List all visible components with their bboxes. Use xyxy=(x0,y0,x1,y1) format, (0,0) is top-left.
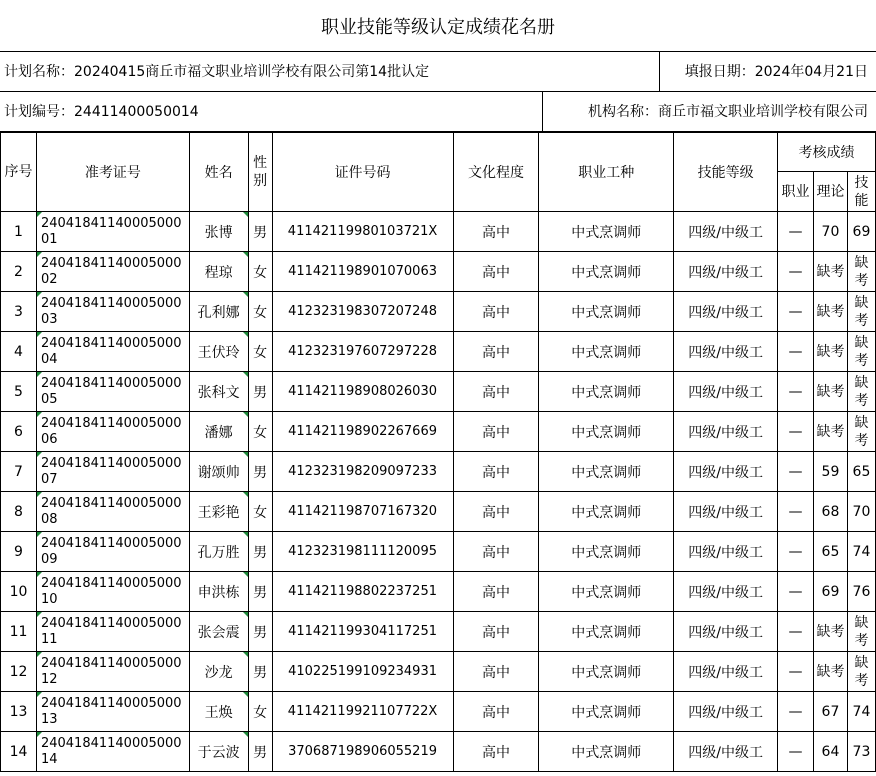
cell-job: 中式烹调师 xyxy=(539,332,674,372)
cell-skill-score: 65 xyxy=(847,452,875,492)
cell-theory-score: 65 xyxy=(813,532,847,572)
cell-id-number: 411421198902267669 xyxy=(272,412,453,452)
cell-education: 高中 xyxy=(453,492,539,532)
table-row xyxy=(1,612,876,652)
info-divider xyxy=(542,92,543,132)
cell-name: 潘娜 xyxy=(189,412,248,452)
header-skill: 技能 xyxy=(847,172,875,212)
cell-id-number: 41142119921107722X xyxy=(272,692,453,732)
cell-ticket: 2404184114000500001 xyxy=(36,212,189,252)
cell-level: 四级/中级工 xyxy=(674,652,778,692)
cell-job: 中式烹调师 xyxy=(539,732,674,772)
cell-job: 中式烹调师 xyxy=(539,452,674,492)
cell-seq: 3 xyxy=(1,292,37,332)
cell-id-number: 412323198209097233 xyxy=(272,452,453,492)
header-seq: 序号 xyxy=(1,133,37,212)
cell-professional-score: — xyxy=(778,732,814,772)
cell-ticket: 2404184114000500013 xyxy=(36,692,189,732)
table-row xyxy=(1,532,876,572)
plan-number: 计划编号：24411400050014 xyxy=(4,104,199,120)
cell-education: 高中 xyxy=(453,532,539,572)
cell-job: 中式烹调师 xyxy=(539,692,674,732)
table-row xyxy=(1,652,876,692)
cell-level: 四级/中级工 xyxy=(674,452,778,492)
cell-theory-score: 69 xyxy=(813,572,847,612)
cell-education: 高中 xyxy=(453,212,539,252)
table-row xyxy=(1,292,876,332)
cell-job: 中式烹调师 xyxy=(539,572,674,612)
cell-professional-score: — xyxy=(778,612,814,652)
cell-level: 四级/中级工 xyxy=(674,252,778,292)
cell-job: 中式烹调师 xyxy=(539,412,674,452)
cell-theory-score: 67 xyxy=(813,692,847,732)
cell-ticket: 2404184114000500007 xyxy=(36,452,189,492)
cell-gender: 男 xyxy=(248,452,272,492)
org-name: 机构名称：商丘市福文职业培训学校有限公司 xyxy=(588,104,868,120)
cell-theory-score: 缺考 xyxy=(813,292,847,332)
cell-theory-score: 59 xyxy=(813,452,847,492)
cell-gender: 男 xyxy=(248,532,272,572)
cell-theory-score: 缺考 xyxy=(813,612,847,652)
cell-skill-score: 69 xyxy=(847,212,875,252)
cell-gender: 男 xyxy=(248,732,272,772)
info-divider xyxy=(659,52,660,92)
cell-theory-score: 缺考 xyxy=(813,652,847,692)
cell-job: 中式烹调师 xyxy=(539,372,674,412)
cell-job: 中式烹调师 xyxy=(539,212,674,252)
cell-seq: 1 xyxy=(1,212,37,252)
cell-skill-score: 70 xyxy=(847,492,875,532)
cell-professional-score: — xyxy=(778,332,814,372)
cell-level: 四级/中级工 xyxy=(674,732,778,772)
cell-id-number: 411421199304117251 xyxy=(272,612,453,652)
table-row xyxy=(1,372,876,412)
cell-seq: 12 xyxy=(1,652,37,692)
cell-id-number: 411421198908026030 xyxy=(272,372,453,412)
cell-ticket: 2404184114000500006 xyxy=(36,412,189,452)
cell-education: 高中 xyxy=(453,452,539,492)
header-id: 证件号码 xyxy=(272,133,453,212)
cell-theory-score: 缺考 xyxy=(813,412,847,452)
cell-ticket: 2404184114000500005 xyxy=(36,372,189,412)
cell-level: 四级/中级工 xyxy=(674,692,778,732)
cell-level: 四级/中级工 xyxy=(674,572,778,612)
score-table xyxy=(0,132,876,772)
table-row xyxy=(1,572,876,612)
cell-name: 王彩艳 xyxy=(189,492,248,532)
table-row xyxy=(1,692,876,732)
header-scores: 考核成绩 xyxy=(778,133,876,172)
cell-ticket: 2404184114000500014 xyxy=(36,732,189,772)
cell-gender: 男 xyxy=(248,212,272,252)
cell-education: 高中 xyxy=(453,412,539,452)
cell-seq: 9 xyxy=(1,532,37,572)
cell-theory-score: 缺考 xyxy=(813,332,847,372)
cell-name: 申洪栋 xyxy=(189,572,248,612)
cell-gender: 女 xyxy=(248,692,272,732)
cell-name: 王伏玲 xyxy=(189,332,248,372)
table-row xyxy=(1,732,876,772)
cell-id-number: 412323197607297228 xyxy=(272,332,453,372)
header-education: 文化程度 xyxy=(453,133,539,212)
plan-name: 计划名称：20240415商丘市福文职业培训学校有限公司第14批认定 xyxy=(4,64,430,80)
cell-skill-score: 缺考 xyxy=(847,612,875,652)
cell-name: 程琼 xyxy=(189,252,248,292)
cell-skill-score: 缺考 xyxy=(847,372,875,412)
table-row xyxy=(1,412,876,452)
cell-seq: 2 xyxy=(1,252,37,292)
cell-education: 高中 xyxy=(453,372,539,412)
cell-ticket: 2404184114000500004 xyxy=(36,332,189,372)
cell-job: 中式烹调师 xyxy=(539,532,674,572)
info-row-plan xyxy=(0,52,876,92)
cell-skill-score: 74 xyxy=(847,532,875,572)
cell-skill-score: 缺考 xyxy=(847,652,875,692)
table-row xyxy=(1,252,876,292)
cell-professional-score: — xyxy=(778,532,814,572)
cell-level: 四级/中级工 xyxy=(674,612,778,652)
cell-job: 中式烹调师 xyxy=(539,652,674,692)
cell-professional-score: — xyxy=(778,652,814,692)
cell-seq: 13 xyxy=(1,692,37,732)
cell-ticket: 2404184114000500012 xyxy=(36,652,189,692)
cell-professional-score: — xyxy=(778,252,814,292)
cell-skill-score: 缺考 xyxy=(847,292,875,332)
cell-seq: 8 xyxy=(1,492,37,532)
cell-name: 张博 xyxy=(189,212,248,252)
header-professional: 职业 xyxy=(778,172,814,212)
cell-seq: 7 xyxy=(1,452,37,492)
cell-education: 高中 xyxy=(453,332,539,372)
cell-name: 谢颂帅 xyxy=(189,452,248,492)
cell-education: 高中 xyxy=(453,692,539,732)
cell-name: 张会震 xyxy=(189,612,248,652)
cell-skill-score: 73 xyxy=(847,732,875,772)
cell-theory-score: 68 xyxy=(813,492,847,532)
cell-professional-score: — xyxy=(778,212,814,252)
cell-name: 沙龙 xyxy=(189,652,248,692)
cell-ticket: 2404184114000500002 xyxy=(36,252,189,292)
cell-seq: 6 xyxy=(1,412,37,452)
table-row xyxy=(1,452,876,492)
cell-gender: 女 xyxy=(248,332,272,372)
fill-date: 填报日期：2024年04月21日 xyxy=(684,64,868,80)
cell-education: 高中 xyxy=(453,732,539,772)
cell-seq: 11 xyxy=(1,612,37,652)
cell-education: 高中 xyxy=(453,292,539,332)
cell-professional-score: — xyxy=(778,372,814,412)
cell-education: 高中 xyxy=(453,252,539,292)
cell-level: 四级/中级工 xyxy=(674,412,778,452)
cell-gender: 女 xyxy=(248,252,272,292)
header-name: 姓名 xyxy=(189,133,248,212)
cell-job: 中式烹调师 xyxy=(539,492,674,532)
info-row-org xyxy=(0,92,876,132)
cell-professional-score: — xyxy=(778,292,814,332)
cell-professional-score: — xyxy=(778,412,814,452)
cell-ticket: 2404184114000500003 xyxy=(36,292,189,332)
cell-gender: 女 xyxy=(248,292,272,332)
cell-id-number: 412323198307207248 xyxy=(272,292,453,332)
cell-name: 于云波 xyxy=(189,732,248,772)
cell-job: 中式烹调师 xyxy=(539,292,674,332)
cell-education: 高中 xyxy=(453,652,539,692)
cell-id-number: 411421198901070063 xyxy=(272,252,453,292)
cell-level: 四级/中级工 xyxy=(674,492,778,532)
cell-id-number: 411421198802237251 xyxy=(272,572,453,612)
cell-skill-score: 76 xyxy=(847,572,875,612)
cell-professional-score: — xyxy=(778,492,814,532)
cell-seq: 10 xyxy=(1,572,37,612)
cell-skill-score: 缺考 xyxy=(847,332,875,372)
roster-title: 职业技能等级认定成绩花名册 xyxy=(0,0,876,52)
cell-skill-score: 74 xyxy=(847,692,875,732)
table-row xyxy=(1,492,876,532)
cell-ticket: 2404184114000500010 xyxy=(36,572,189,612)
cell-professional-score: — xyxy=(778,692,814,732)
cell-level: 四级/中级工 xyxy=(674,372,778,412)
cell-id-number: 411421198707167320 xyxy=(272,492,453,532)
header-level: 技能等级 xyxy=(674,133,778,212)
header-theory: 理论 xyxy=(813,172,847,212)
cell-name: 王焕 xyxy=(189,692,248,732)
cell-gender: 男 xyxy=(248,372,272,412)
cell-gender: 女 xyxy=(248,492,272,532)
cell-professional-score: — xyxy=(778,572,814,612)
cell-id-number: 370687198906055219 xyxy=(272,732,453,772)
table-row xyxy=(1,332,876,372)
cell-job: 中式烹调师 xyxy=(539,612,674,652)
cell-gender: 男 xyxy=(248,652,272,692)
cell-name: 孔万胜 xyxy=(189,532,248,572)
cell-id-number: 41142119980103721X xyxy=(272,212,453,252)
cell-level: 四级/中级工 xyxy=(674,332,778,372)
cell-ticket: 2404184114000500011 xyxy=(36,612,189,652)
cell-level: 四级/中级工 xyxy=(674,212,778,252)
cell-gender: 女 xyxy=(248,412,272,452)
cell-seq: 14 xyxy=(1,732,37,772)
cell-gender: 男 xyxy=(248,612,272,652)
cell-level: 四级/中级工 xyxy=(674,532,778,572)
cell-theory-score: 70 xyxy=(813,212,847,252)
cell-theory-score: 缺考 xyxy=(813,252,847,292)
cell-seq: 5 xyxy=(1,372,37,412)
cell-gender: 男 xyxy=(248,572,272,612)
header-gender: 性别 xyxy=(248,133,272,212)
cell-education: 高中 xyxy=(453,612,539,652)
cell-level: 四级/中级工 xyxy=(674,292,778,332)
cell-name: 孔利娜 xyxy=(189,292,248,332)
cell-ticket: 2404184114000500008 xyxy=(36,492,189,532)
header-ticket: 准考证号 xyxy=(36,133,189,212)
cell-name: 张科文 xyxy=(189,372,248,412)
cell-skill-score: 缺考 xyxy=(847,412,875,452)
cell-seq: 4 xyxy=(1,332,37,372)
cell-theory-score: 缺考 xyxy=(813,372,847,412)
cell-professional-score: — xyxy=(778,452,814,492)
cell-ticket: 2404184114000500009 xyxy=(36,532,189,572)
header-job: 职业工种 xyxy=(539,133,674,212)
cell-skill-score: 缺考 xyxy=(847,252,875,292)
table-row xyxy=(1,212,876,252)
cell-id-number: 410225199109234931 xyxy=(272,652,453,692)
cell-job: 中式烹调师 xyxy=(539,252,674,292)
cell-education: 高中 xyxy=(453,572,539,612)
cell-theory-score: 64 xyxy=(813,732,847,772)
cell-id-number: 412323198111120095 xyxy=(272,532,453,572)
